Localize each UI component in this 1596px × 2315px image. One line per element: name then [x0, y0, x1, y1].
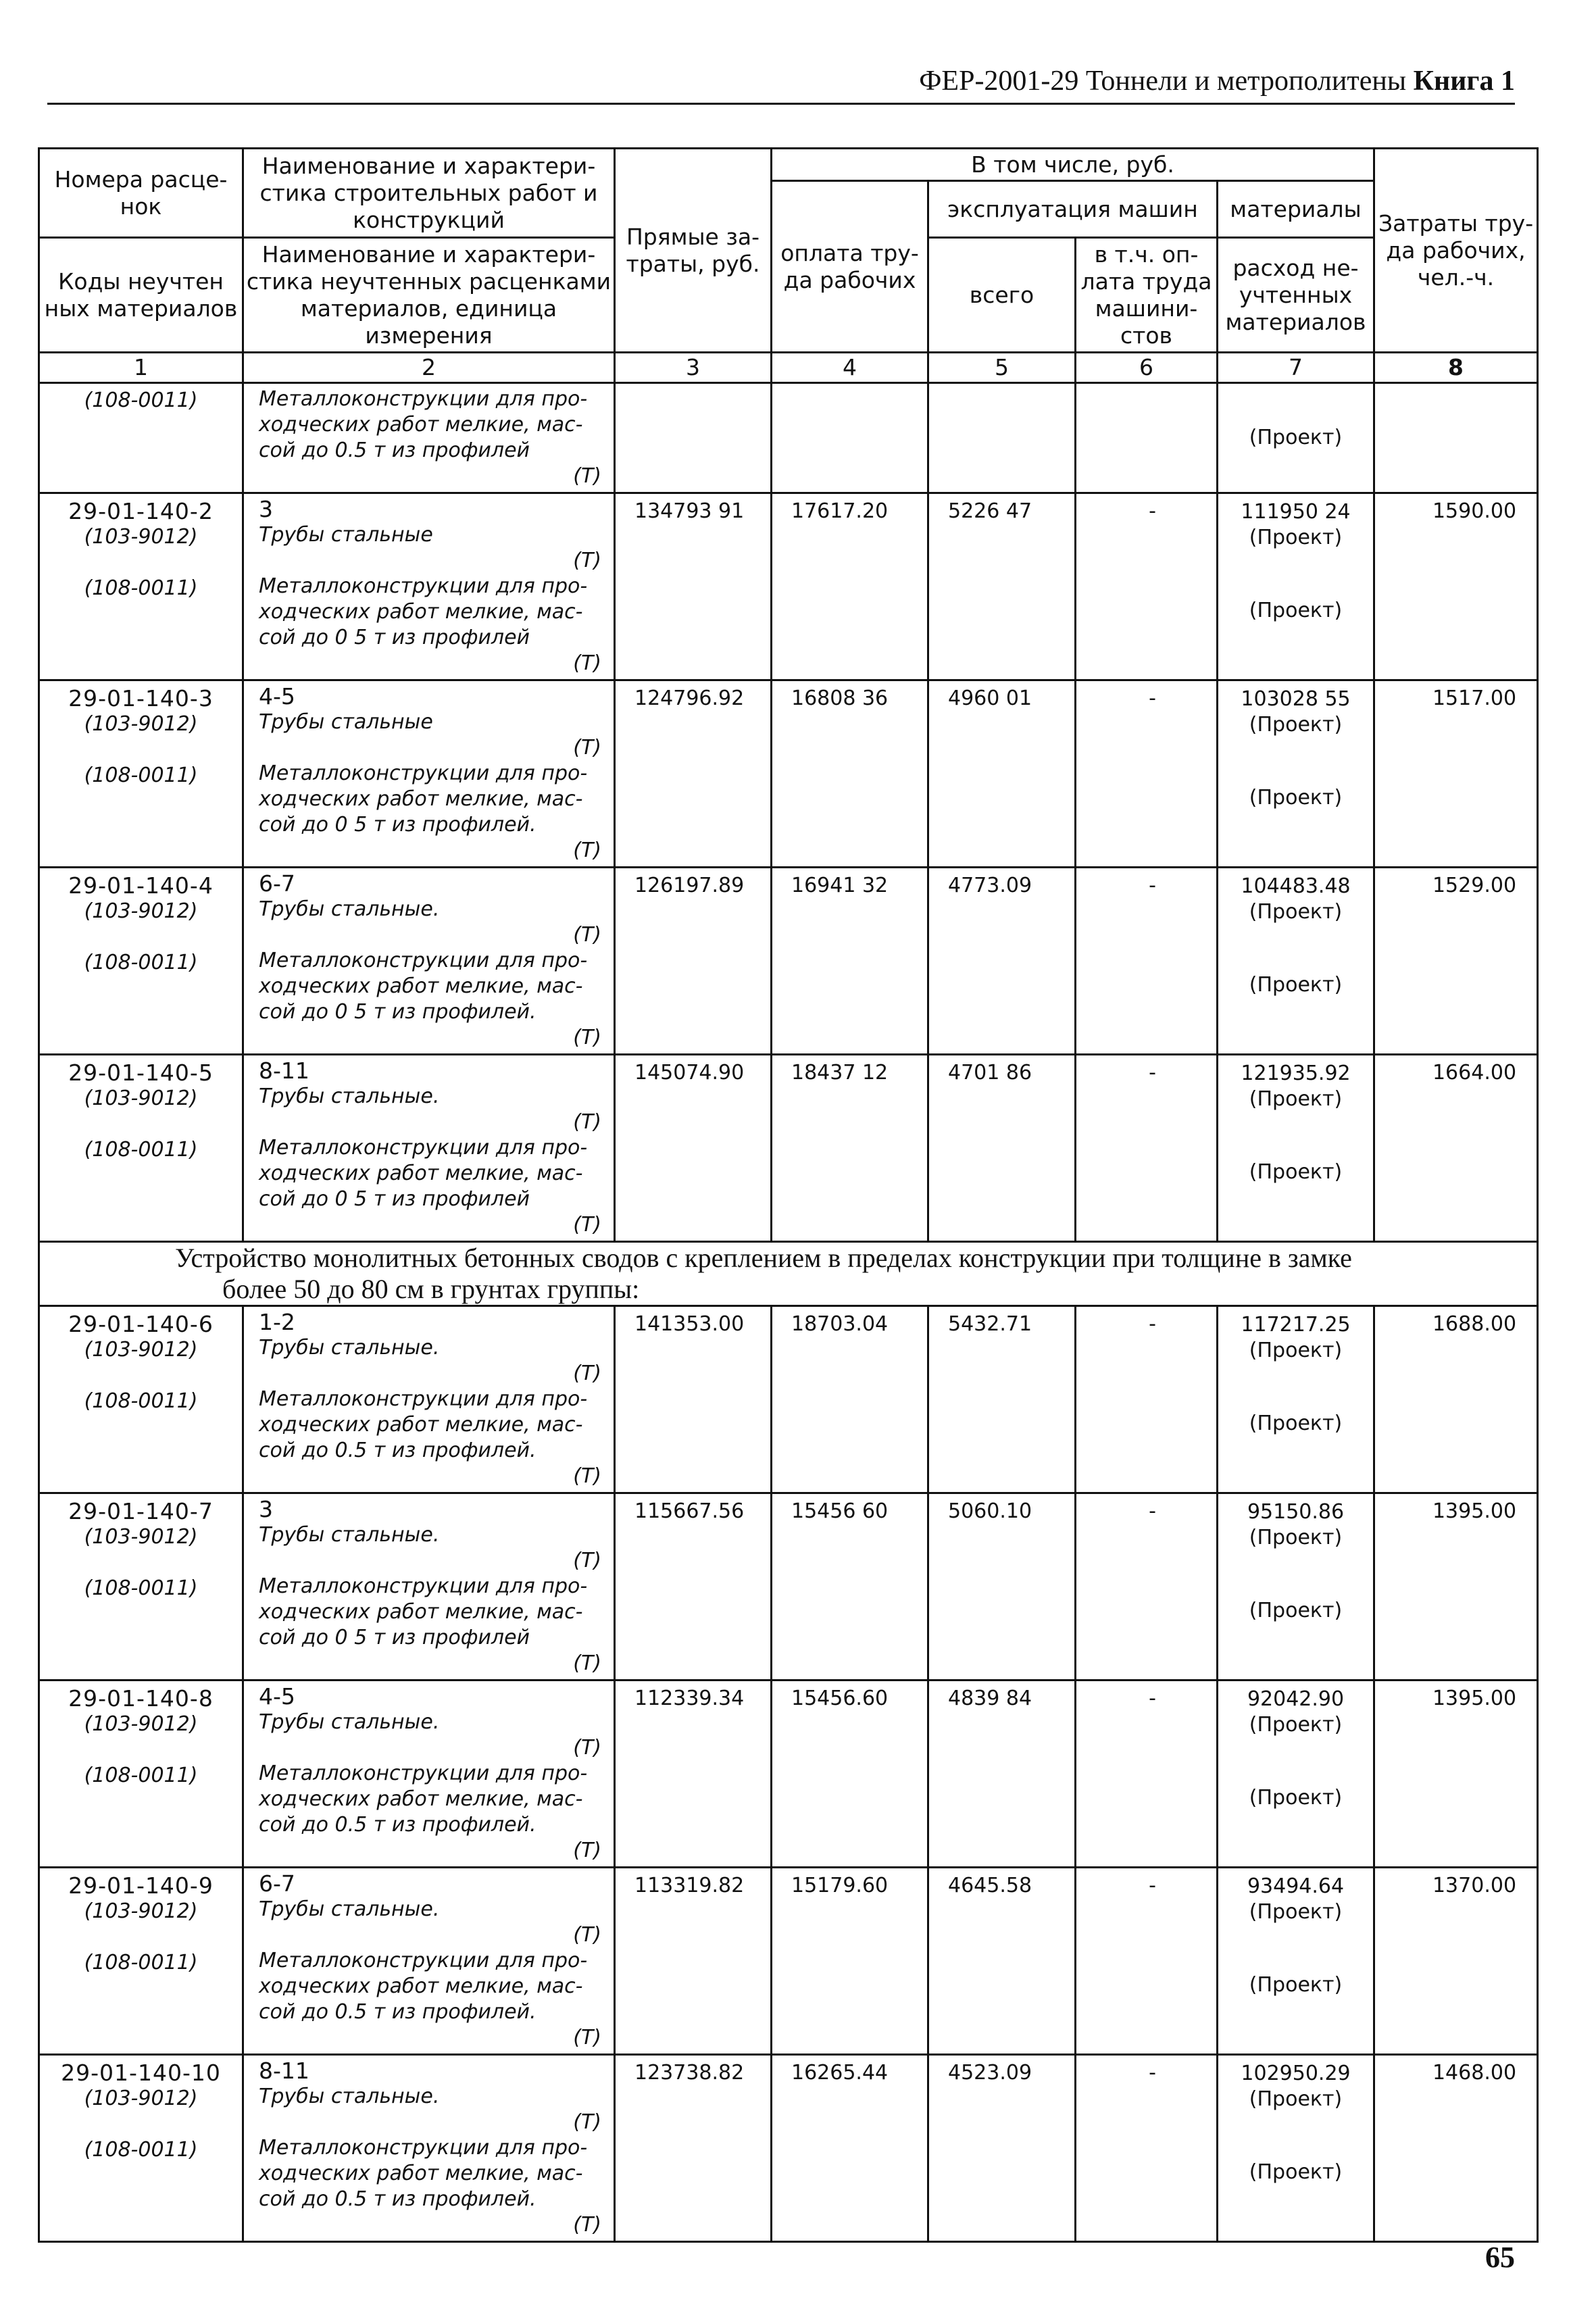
machinist-wages: -: [1076, 1306, 1218, 1493]
machine-costs: 5060.10: [928, 1493, 1076, 1681]
labor-hours: 1395.00: [1374, 1493, 1538, 1681]
metal-description: Металлоконструкции для про-ходческих работ мелкие, мас-сой до 0 5 т из профилей.: [259, 762, 588, 837]
labor-hours: 1468.00: [1374, 2055, 1538, 2242]
metal-material-code: (108-0011): [84, 1764, 198, 1787]
col1-header-bottom: Коды неучтен ных материалов: [39, 238, 243, 353]
col5-header: всего: [928, 238, 1076, 353]
material-cost: 111950 24: [1241, 500, 1351, 524]
machine-costs: 4773.09: [928, 868, 1076, 1055]
section-heading-row: [39, 1242, 1538, 1306]
material-cost: 121935.92: [1241, 1062, 1351, 1085]
metal-description: Металлоконструкции для про-ходческих работ мелкие, мас-сой до 0.5 т из профилей.: [259, 2136, 588, 2211]
incl-header: В том числе, руб.: [772, 149, 1374, 181]
project-label: (Проект): [1249, 1973, 1343, 1997]
table-row: [39, 1681, 1538, 1868]
direct-costs: 126197.89: [615, 868, 772, 1055]
table-row: [39, 2055, 1538, 2242]
soil-group: 6-7: [259, 870, 295, 897]
unit-mark: (Т): [573, 1110, 601, 1134]
project-label: (Проект): [1249, 2087, 1343, 2111]
machinist-wages: -: [1076, 868, 1218, 1055]
pipe-description: Трубы стальные.: [259, 1710, 440, 1734]
description-cell: [243, 1681, 615, 1868]
rate-code-cell: [39, 1306, 243, 1493]
col2-header-top: Наименование и характери-стика строительных работ и конструкций: [243, 149, 615, 238]
unit-mark: (Т): [573, 1549, 601, 1572]
project-label: (Проект): [1249, 1087, 1343, 1111]
machine-costs: 4960 01: [928, 680, 1076, 868]
machinist-wages: -: [1076, 1055, 1218, 1242]
metal-description: Металлоконструкции для про-ходческих работ мелкие, мас-сой до 0.5 т из профилей.: [259, 1387, 588, 1462]
col-number: 4: [772, 353, 928, 383]
rate-code: 29-01-140-3: [68, 685, 214, 712]
metal-material-code: (108-0011): [84, 951, 198, 974]
rate-code: 29-01-140-8: [68, 1685, 214, 1712]
rate-code: 29-01-140-2: [68, 498, 214, 524]
machinist-wages: -: [1076, 1681, 1218, 1868]
soil-group: 3: [259, 1496, 273, 1522]
rate-code-cell: [39, 680, 243, 868]
labor-hours: 1517.00: [1374, 680, 1538, 868]
unit-mark: (Т): [573, 1362, 601, 1385]
labor-hours: 1664.00: [1374, 1055, 1538, 1242]
direct-costs: 124796.92: [615, 680, 772, 868]
material-code: (108-0011): [84, 389, 198, 412]
direct-costs: 123738.82: [615, 2055, 772, 2242]
labor-wages: 16941 32: [772, 868, 928, 1055]
pipe-material-code: (103-9012): [84, 899, 198, 923]
materials-cell: [1218, 1493, 1374, 1681]
soil-group: 8-11: [259, 1057, 309, 1084]
material-cost: 117217.25: [1241, 1313, 1351, 1337]
material-description: Металлоконструкции для про-ходческих работ мелкие, мас-сой до 0.5 т из профилей: [259, 387, 588, 462]
rate-code: 29-01-140-9: [68, 1872, 214, 1899]
direct-costs: 112339.34: [615, 1681, 772, 1868]
description-cell: [243, 1493, 615, 1681]
running-head: [919, 65, 1515, 97]
soil-group: 6-7: [259, 1870, 295, 1897]
pipe-material-code: (103-9012): [84, 1899, 198, 1923]
unit-mark: (Т): [573, 736, 601, 760]
table-row: [39, 868, 1538, 1055]
col3-header: Прямые за-траты, руб.: [615, 149, 772, 353]
col-number: 5: [928, 353, 1076, 383]
project-label: (Проект): [1249, 2160, 1343, 2184]
labor-hours: 1370.00: [1374, 1868, 1538, 2055]
project-label: (Проект): [1249, 900, 1343, 924]
table-row: [39, 680, 1538, 868]
project-label: (Проект): [1249, 1713, 1343, 1737]
project-label: (Проект): [1249, 1160, 1343, 1184]
materials-cell: [1218, 2055, 1374, 2242]
description-cell: [243, 1055, 615, 1242]
pipe-description: Трубы стальные.: [259, 1523, 440, 1547]
unit-mark: (Т): [573, 2110, 601, 2134]
pipe-description: Трубы стальные.: [259, 2085, 440, 2108]
material-cost: 95150.86: [1247, 1500, 1345, 1524]
materials-cell: [1218, 1868, 1374, 2055]
materials-cell: [1218, 868, 1374, 1055]
empty-cell: [1076, 383, 1218, 493]
labor-wages: 16808 36: [772, 680, 928, 868]
machines-header: эксплуатация машин: [928, 181, 1218, 238]
description-cell: [243, 493, 615, 680]
rates-table: [38, 147, 1539, 2243]
labor-hours: 1529.00: [1374, 868, 1538, 1055]
machine-costs: 4701 86: [928, 1055, 1076, 1242]
unit-mark: (Т): [573, 651, 601, 675]
soil-group: 4-5: [259, 683, 295, 710]
metal-material-code: (108-0011): [84, 1138, 198, 1162]
unit-mark: (Т): [573, 1923, 601, 1947]
material-cost: 93494.64: [1247, 1874, 1345, 1898]
metal-material-code: (108-0011): [84, 2138, 198, 2162]
material-cost: 104483.48: [1241, 874, 1351, 898]
running-head-book: Книга 1: [1413, 66, 1515, 97]
running-head-title: ФЕР-2001-29 Тоннели и метрополитены: [919, 66, 1407, 97]
rate-code-cell: [39, 1868, 243, 2055]
rate-code-cell: [39, 868, 243, 1055]
col-number: 8: [1374, 353, 1538, 383]
machine-costs: 4645.58: [928, 1868, 1076, 2055]
project-label: (Проект): [1249, 1412, 1343, 1435]
materials-cell: [1218, 493, 1374, 680]
pipe-material-code: (103-9012): [84, 1338, 198, 1362]
header-rule: [47, 103, 1515, 105]
direct-costs: 115667.56: [615, 1493, 772, 1681]
col-number: 7: [1218, 353, 1374, 383]
table-row: [39, 1868, 1538, 2055]
unit-mark: (Т): [573, 1839, 601, 1862]
direct-costs: 141353.00: [615, 1306, 772, 1493]
project-label: (Проект): [1249, 1900, 1343, 1924]
materials-cell: [1218, 680, 1374, 868]
table-row: [39, 1306, 1538, 1493]
project-label: (Проект): [1249, 973, 1343, 997]
col8-header: Затраты тру-да рабочих, чел.-ч.: [1374, 149, 1538, 353]
labor-wages: 17617.20: [772, 493, 928, 680]
machinist-wages: -: [1076, 1868, 1218, 2055]
rate-code: 29-01-140-7: [68, 1498, 214, 1524]
col-number: 3: [615, 353, 772, 383]
rate-code-cell: [39, 2055, 243, 2242]
table-row: [39, 493, 1538, 680]
project-label: (Проект): [1249, 713, 1343, 737]
machine-costs: 5432.71: [928, 1306, 1076, 1493]
pipe-description: Трубы стальные.: [259, 1085, 440, 1108]
rate-code-cell: [39, 493, 243, 680]
direct-costs: 145074.90: [615, 1055, 772, 1242]
labor-hours: 1688.00: [1374, 1306, 1538, 1493]
col7-header: расход не-учтенных материалов: [1218, 238, 1374, 353]
metal-material-code: (108-0011): [84, 1576, 198, 1600]
col4-header: оплата тру-да рабочих: [772, 181, 928, 353]
machine-costs: 4839 84: [928, 1681, 1076, 1868]
metal-description: Металлоконструкции для про-ходческих работ мелкие, мас-сой до 0 5 т из профилей: [259, 1574, 588, 1649]
materials-cell: [1218, 1681, 1374, 1868]
labor-hours: 1395.00: [1374, 1681, 1538, 1868]
description-cell: [243, 383, 615, 493]
unit-mark: (Т): [573, 2026, 601, 2049]
labor-wages: 18437 12: [772, 1055, 928, 1242]
section-heading-line-2: более 50 до 80 см в грунтах группы:: [222, 1274, 640, 1304]
col-number: 1: [39, 353, 243, 383]
soil-group: 4-5: [259, 1683, 295, 1710]
soil-group: 8-11: [259, 2058, 309, 2084]
project-label: (Проект): [1249, 786, 1343, 810]
machine-costs: 4523.09: [928, 2055, 1076, 2242]
metal-material-code: (108-0011): [84, 764, 198, 787]
empty-cell: [928, 383, 1076, 493]
column-number-row: [39, 353, 1538, 383]
unit-mark: (Т): [573, 549, 601, 572]
pipe-material-code: (103-9012): [84, 1525, 198, 1549]
pipe-description: Трубы стальные: [259, 710, 433, 734]
table-row: [39, 1055, 1538, 1242]
pipe-material-code: (103-9012): [84, 525, 198, 549]
direct-costs: 134793 91: [615, 493, 772, 680]
col6-header: в т.ч. оп-лата труда машини-стов: [1076, 238, 1218, 353]
empty-cell: [615, 383, 772, 493]
pipe-material-code: (103-9012): [84, 1712, 198, 1736]
machinist-wages: -: [1076, 1493, 1218, 1681]
project-label: (Проект): [1249, 1339, 1343, 1362]
pipe-description: Трубы стальные.: [259, 1897, 440, 1921]
rate-code: 29-01-140-4: [68, 872, 214, 899]
metal-material-code: (108-0011): [84, 1951, 198, 1974]
pipe-description: Трубы стальные.: [259, 1336, 440, 1360]
machinist-wages: -: [1076, 680, 1218, 868]
metal-material-code: (108-0011): [84, 576, 198, 600]
labor-wages: 15456.60: [772, 1681, 928, 1868]
metal-material-code: (108-0011): [84, 1389, 198, 1413]
labor-wages: 18703.04: [772, 1306, 928, 1493]
section-heading-line-1: Устройство монолитных бетонных сводов с креплением в пределах конструкции при толщине в замке: [175, 1243, 1352, 1273]
rate-code-cell: [39, 1055, 243, 1242]
pipe-description: Трубы стальные.: [259, 897, 440, 921]
description-cell: [243, 2055, 615, 2242]
soil-group: 3: [259, 496, 273, 522]
unit-mark: (Т): [573, 1026, 601, 1049]
description-cell: [243, 868, 615, 1055]
col1-header-top: Номера расце-нок: [39, 149, 243, 238]
metal-description: Металлоконструкции для про-ходческих работ мелкие, мас-сой до 0 5 т из профилей: [259, 1136, 588, 1211]
labor-wages: 15456 60: [772, 1493, 928, 1681]
labor-hours: 1590.00: [1374, 493, 1538, 680]
metal-description: Металлоконструкции для про-ходческих работ мелкие, мас-сой до 0.5 т из профилей.: [259, 1949, 588, 2024]
col2-header-bottom: Наименование и характери-стика неучтенных расценками материалов, единица измерения: [243, 238, 615, 353]
rate-code: 29-01-140-6: [68, 1311, 214, 1337]
col-number: 6: [1076, 353, 1218, 383]
machine-costs: 5226 47: [928, 493, 1076, 680]
unit-mark: (Т): [573, 1464, 601, 1488]
unit-mark: (Т): [573, 1736, 601, 1760]
project-label: (Проект): [1249, 426, 1343, 449]
table-row-continued: [39, 383, 1538, 493]
machinist-wages: -: [1076, 493, 1218, 680]
materials-cell: [1218, 383, 1374, 493]
metal-description: Металлоконструкции для про-ходческих работ мелкие, мас-сой до 0.5 т из профилей.: [259, 1762, 588, 1837]
pipe-description: Трубы стальные: [259, 523, 433, 547]
project-label: (Проект): [1249, 1526, 1343, 1549]
project-label: (Проект): [1249, 526, 1343, 549]
material-code-cell: [39, 383, 243, 493]
rate-code-cell: [39, 1493, 243, 1681]
direct-costs: 113319.82: [615, 1868, 772, 2055]
description-cell: [243, 1868, 615, 2055]
rate-code: 29-01-140-5: [68, 1060, 214, 1086]
empty-cell: [1374, 383, 1538, 493]
project-label: (Проект): [1249, 1786, 1343, 1810]
pipe-material-code: (103-9012): [84, 712, 198, 736]
metal-description: Металлоконструкции для про-ходческих работ мелкие, мас-сой до 0 5 т из профилей.: [259, 949, 588, 1024]
rate-code-cell: [39, 1681, 243, 1868]
unit-mark: (Т): [573, 2213, 601, 2237]
unit-mark: (Т): [573, 1213, 601, 1237]
materials-header: материалы: [1218, 181, 1374, 238]
empty-cell: [772, 383, 928, 493]
table-row: [39, 1493, 1538, 1681]
unit-mark: (Т): [573, 839, 601, 862]
material-cost: 103028 55: [1241, 687, 1351, 711]
pipe-material-code: (103-9012): [84, 1087, 198, 1110]
materials-cell: [1218, 1306, 1374, 1493]
labor-wages: 15179.60: [772, 1868, 928, 2055]
pipe-material-code: (103-9012): [84, 2087, 198, 2110]
unit-mark: (Т): [573, 1651, 601, 1675]
description-cell: [243, 1306, 615, 1493]
col-number: 2: [243, 353, 615, 383]
metal-description: Металлоконструкции для про-ходческих работ мелкие, мас-сой до 0 5 т из профилей: [259, 574, 588, 649]
material-cost: 102950.29: [1241, 2062, 1351, 2085]
page-number: 65: [1485, 2241, 1515, 2274]
soil-group: 1-2: [259, 1309, 295, 1335]
labor-wages: 16265.44: [772, 2055, 928, 2242]
project-label: (Проект): [1249, 1599, 1343, 1622]
unit-mark: (Т): [573, 464, 601, 488]
machinist-wages: -: [1076, 2055, 1218, 2242]
unit-mark: (Т): [573, 923, 601, 947]
rate-code: 29-01-140-10: [61, 2060, 221, 2086]
materials-cell: [1218, 1055, 1374, 1242]
material-cost: 92042.90: [1247, 1687, 1345, 1711]
project-label: (Проект): [1249, 599, 1343, 622]
description-cell: [243, 680, 615, 868]
